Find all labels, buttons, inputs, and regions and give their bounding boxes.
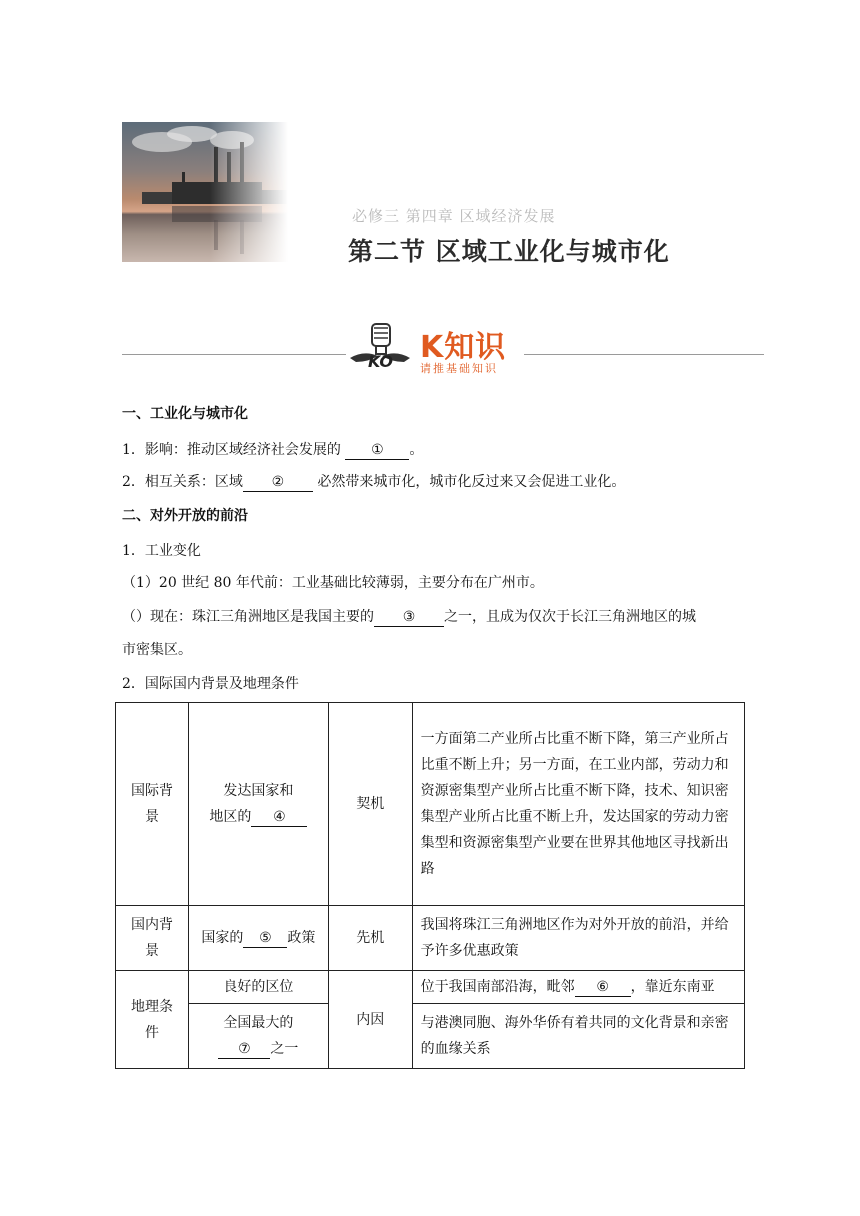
table-cell-first-mover-detail: 我国将珠江三角洲地区作为对外开放的前沿，并给予许多优惠政策 (412, 906, 744, 971)
page-title: 第二节 区域工业化与城市化 (348, 237, 670, 266)
s2-item-2: 2．国际国内背景及地理条件 (122, 676, 299, 692)
blank-7: ⑦ (218, 1041, 270, 1059)
table-cell-geography: 地理条件 (116, 971, 189, 1069)
blank-2: ② (243, 474, 313, 492)
table-row (116, 703, 745, 906)
table-row (116, 971, 745, 1004)
table-cell-opportunity: 契机 (328, 703, 412, 906)
blank-6: ⑥ (575, 979, 631, 997)
table-cell-domestic: 国内背景 (116, 906, 189, 971)
blank-5: ⑤ (243, 930, 287, 948)
divider-right (524, 354, 764, 355)
s1-item-2 (122, 472, 625, 492)
section-logo-subtitle: 请推基础知识 (420, 362, 498, 375)
table-cell-opportunity-detail: 一方面第二产业所占比重不断下降，第三产业所占比重不断上升；另一方面，在工业内部，劳动力和资源密集型产业所占比重不断下降，技术、知识密集型产业所占比重不断上升，发达国家的劳动力密集型和资源密集型产业要在世界其他地区寻找新出路 (412, 703, 744, 906)
s2-item-1-1: （1）20 世纪 80 年代前：工业基础比较薄弱，主要分布在广州市。 (122, 575, 544, 591)
s2-item-1-2-text: （）现在：珠江三角洲地区是我国主要的 (122, 609, 374, 625)
chapter-subtitle: 必修三 第四章 区域经济发展 (352, 207, 556, 225)
table-cell-culture-detail: 与港澳同胞、海外华侨有着共同的文化背景和亲密的血缘关系 (412, 1004, 744, 1069)
table-cell-first-mover: 先机 (328, 906, 412, 971)
table-cell-developed-countries: 发达国家和 地区的 ④ (188, 703, 328, 906)
table-cell-national-policy: 国家的 ⑤ 政策 (188, 906, 328, 971)
blank-1: ① (345, 442, 409, 460)
s1-item-2-end: 必然带来城市化，城市化反过来又会促进工业化。 (312, 474, 626, 490)
s2-item-1: 1．工业变化 (122, 543, 201, 559)
section-2-heading: 二、对外开放的前沿 (122, 508, 248, 524)
s1-item-1-text: 1．影响：推动区域经济社会发展的 (122, 442, 346, 458)
s1-item-1 (122, 440, 423, 460)
table-cell-internal-cause: 内因 (328, 971, 412, 1069)
s2-item-1-2-cont: 市密集区。 (122, 642, 192, 658)
blank-4: ④ (251, 809, 307, 827)
table-cell-location-detail: 位于我国南部沿海，毗邻 ⑥ ，靠近东南亚 (412, 971, 744, 1004)
s1-item-2-text: 2．相互关系：区域 (122, 474, 243, 490)
background-conditions-table (115, 702, 745, 1069)
header-image-fade (210, 122, 340, 262)
table-cell-international: 国际背景 (116, 703, 189, 906)
blank-3: ③ (374, 609, 444, 627)
s1-item-1-end: 。 (409, 442, 424, 458)
s2-item-1-2-end: 之一，且成为仅次于长江三角洲地区的城 (444, 609, 696, 625)
table-row (116, 906, 745, 971)
table-row (116, 1004, 745, 1069)
divider-left (122, 354, 346, 355)
section-1-heading: 一、工业化与城市化 (122, 406, 248, 422)
s2-item-1-2 (122, 607, 696, 627)
ko-mark: KO (368, 352, 393, 371)
section-logo-title: K知识 (420, 330, 507, 365)
table-cell-largest: 全国最大的 ⑦ 之一 (188, 1004, 328, 1069)
table-cell-location: 良好的区位 (188, 971, 328, 1004)
